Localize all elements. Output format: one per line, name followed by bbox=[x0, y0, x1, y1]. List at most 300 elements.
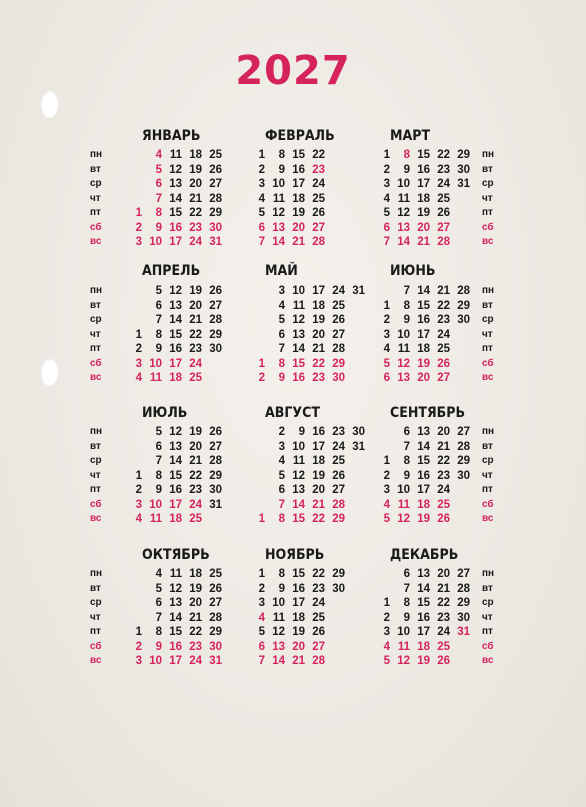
day-cell: 3 bbox=[258, 597, 265, 609]
weekday-row bbox=[122, 640, 222, 655]
month-title: ДЕКАБРЬ bbox=[390, 547, 459, 563]
weekday-label: вс bbox=[90, 236, 102, 247]
day-cell: 17 bbox=[312, 285, 325, 297]
day-cell: 5 bbox=[258, 207, 265, 219]
day-cell: 8 bbox=[278, 513, 285, 525]
weekday-row bbox=[245, 206, 325, 221]
weekday-label: вс bbox=[482, 513, 494, 524]
day-cell: 28 bbox=[332, 498, 345, 511]
day-cell: 2 bbox=[383, 469, 390, 482]
day-cell: 4 bbox=[383, 498, 390, 511]
day-cell: 18 bbox=[417, 343, 430, 355]
weekday-label: пн bbox=[90, 149, 103, 160]
day-cell: 25 bbox=[332, 299, 345, 312]
day-cell: 16 bbox=[417, 469, 430, 482]
day-cell: 24 bbox=[189, 357, 202, 370]
day-cell: 13 bbox=[169, 440, 182, 453]
weekday-label: ср bbox=[482, 597, 494, 608]
day-cell: 11 bbox=[292, 455, 305, 467]
weekday-row bbox=[370, 625, 470, 640]
day-cell: 1 bbox=[383, 149, 390, 161]
day-cell bbox=[245, 342, 265, 357]
day-cell: 26 bbox=[209, 426, 222, 438]
day-cell: 13 bbox=[169, 299, 182, 312]
weekday-label: пн bbox=[482, 568, 495, 579]
weekday-label: вс bbox=[90, 655, 102, 666]
day-cell bbox=[202, 371, 222, 386]
day-cell: 5 bbox=[155, 163, 162, 176]
day-cell bbox=[122, 567, 142, 582]
weekday-row bbox=[370, 313, 470, 328]
day-cell: 3 bbox=[278, 285, 285, 297]
day-cell: 2 bbox=[383, 163, 390, 176]
day-cell bbox=[122, 299, 142, 314]
day-cell: 6 bbox=[258, 640, 265, 653]
day-cell: 11 bbox=[169, 568, 182, 580]
day-cell: 13 bbox=[397, 372, 410, 384]
day-cell bbox=[245, 469, 265, 484]
day-cell: 6 bbox=[383, 221, 390, 234]
day-cell: 25 bbox=[312, 192, 325, 205]
day-cell bbox=[122, 454, 142, 469]
weekday-label: сб bbox=[90, 221, 102, 233]
day-cell: 18 bbox=[169, 372, 182, 384]
weekday-row bbox=[245, 483, 365, 498]
weekday-label: пн bbox=[90, 426, 103, 437]
month-title: СЕНТЯБРЬ bbox=[390, 405, 466, 421]
weekday-label: вт bbox=[90, 440, 101, 452]
weekday-row bbox=[122, 425, 222, 440]
day-cell bbox=[245, 440, 265, 455]
day-cell: 7 bbox=[155, 192, 162, 205]
day-cell: 27 bbox=[312, 221, 325, 234]
day-cell bbox=[450, 221, 470, 236]
month-grid bbox=[370, 567, 470, 669]
day-cell: 28 bbox=[312, 655, 325, 667]
day-cell: 20 bbox=[189, 597, 202, 609]
day-cell bbox=[345, 454, 365, 469]
day-cell: 20 bbox=[189, 178, 202, 190]
day-cell: 6 bbox=[155, 440, 162, 453]
weekday-row bbox=[370, 483, 470, 498]
day-cell bbox=[122, 611, 142, 626]
weekday-row bbox=[370, 596, 470, 611]
day-cell: 22 bbox=[189, 328, 202, 341]
weekday-label: вт bbox=[482, 163, 493, 175]
day-cell: 26 bbox=[209, 582, 222, 595]
weekday-label: пт bbox=[482, 484, 493, 495]
day-cell: 5 bbox=[278, 314, 285, 326]
day-cell bbox=[450, 483, 470, 498]
day-cell: 12 bbox=[397, 207, 410, 219]
day-cell: 30 bbox=[457, 469, 470, 482]
day-cell: 7 bbox=[155, 314, 162, 326]
day-cell: 24 bbox=[312, 597, 325, 609]
day-cell: 22 bbox=[312, 513, 325, 525]
day-cell: 22 bbox=[189, 207, 202, 219]
day-cell: 19 bbox=[417, 357, 430, 370]
month-grid bbox=[122, 567, 222, 669]
weekday-label: чт bbox=[90, 611, 101, 623]
weekday-row bbox=[245, 163, 325, 178]
day-cell: 1 bbox=[135, 328, 142, 341]
weekday-row bbox=[122, 284, 222, 299]
day-cell: 16 bbox=[292, 163, 305, 176]
day-cell: 10 bbox=[397, 328, 410, 341]
day-cell bbox=[245, 284, 265, 299]
day-cell bbox=[450, 371, 470, 386]
day-cell: 27 bbox=[457, 426, 470, 438]
day-cell: 19 bbox=[417, 513, 430, 525]
day-cell bbox=[450, 206, 470, 221]
weekday-label: пн bbox=[90, 285, 103, 296]
day-cell: 15 bbox=[417, 455, 430, 467]
day-cell: 23 bbox=[189, 343, 202, 355]
day-cell: 11 bbox=[292, 299, 305, 312]
weekday-label: вс bbox=[90, 372, 102, 383]
day-cell: 23 bbox=[312, 163, 325, 176]
weekday-label: ср bbox=[482, 314, 494, 325]
weekday-row bbox=[245, 177, 325, 192]
day-cell: 22 bbox=[312, 568, 325, 580]
day-cell: 19 bbox=[189, 285, 202, 297]
day-cell: 12 bbox=[169, 163, 182, 176]
weekday-row bbox=[122, 654, 222, 669]
day-cell: 24 bbox=[437, 328, 450, 341]
day-cell: 22 bbox=[189, 469, 202, 482]
weekday-label: пт bbox=[90, 484, 101, 495]
day-cell: 31 bbox=[457, 178, 470, 190]
day-cell: 13 bbox=[417, 568, 430, 580]
day-cell: 28 bbox=[457, 440, 470, 453]
weekday-row bbox=[370, 235, 470, 250]
day-cell: 11 bbox=[169, 149, 182, 161]
day-cell: 20 bbox=[292, 640, 305, 653]
weekday-row bbox=[245, 640, 345, 655]
day-cell: 28 bbox=[437, 236, 450, 248]
weekday-label: вт bbox=[90, 163, 101, 175]
day-cell: 16 bbox=[169, 640, 182, 653]
day-cell: 27 bbox=[312, 640, 325, 653]
day-cell: 28 bbox=[312, 236, 325, 248]
day-cell: 5 bbox=[155, 285, 162, 297]
weekday-row bbox=[122, 567, 222, 582]
day-cell: 21 bbox=[437, 285, 450, 297]
day-cell: 23 bbox=[437, 314, 450, 326]
weekday-row bbox=[370, 299, 470, 314]
day-cell bbox=[345, 342, 365, 357]
day-cell bbox=[450, 357, 470, 372]
day-cell bbox=[345, 512, 365, 527]
day-cell: 14 bbox=[169, 314, 182, 326]
day-cell bbox=[450, 235, 470, 250]
month-title: ФЕВРАЛЬ bbox=[265, 128, 335, 144]
day-cell: 16 bbox=[292, 582, 305, 595]
day-cell: 3 bbox=[278, 440, 285, 453]
day-cell: 3 bbox=[383, 178, 390, 190]
day-cell: 12 bbox=[397, 655, 410, 667]
day-cell: 3 bbox=[383, 484, 390, 496]
day-cell bbox=[450, 640, 470, 655]
day-cell: 16 bbox=[292, 372, 305, 384]
day-cell: 8 bbox=[278, 357, 285, 370]
day-cell: 7 bbox=[258, 236, 265, 248]
day-cell bbox=[450, 192, 470, 207]
day-cell: 29 bbox=[209, 626, 222, 638]
weekday-row bbox=[122, 357, 222, 372]
day-cell: 13 bbox=[272, 640, 285, 653]
weekday-label: чт bbox=[482, 192, 493, 204]
month-title: ИЮНЬ bbox=[390, 263, 436, 279]
day-cell: 9 bbox=[155, 484, 162, 496]
day-cell: 16 bbox=[169, 221, 182, 234]
day-cell bbox=[370, 582, 390, 597]
day-cell: 17 bbox=[169, 357, 182, 370]
weekday-row bbox=[122, 625, 222, 640]
day-cell: 3 bbox=[135, 357, 142, 370]
month-grid bbox=[370, 148, 470, 250]
weekday-row bbox=[245, 235, 325, 250]
day-cell: 27 bbox=[209, 299, 222, 312]
weekday-label: вт bbox=[482, 299, 493, 311]
weekday-row bbox=[245, 625, 345, 640]
weekday-label: пт bbox=[482, 626, 493, 637]
weekday-row bbox=[122, 163, 222, 178]
day-cell: 24 bbox=[312, 178, 325, 190]
day-cell: 31 bbox=[209, 236, 222, 248]
month-grid bbox=[122, 148, 222, 250]
day-cell bbox=[245, 454, 265, 469]
day-cell: 26 bbox=[437, 207, 450, 219]
day-cell: 5 bbox=[258, 626, 265, 638]
day-cell: 7 bbox=[403, 582, 410, 595]
weekday-label: вт bbox=[90, 582, 101, 594]
day-cell: 24 bbox=[437, 626, 450, 638]
day-cell: 6 bbox=[278, 484, 285, 496]
day-cell: 25 bbox=[189, 513, 202, 525]
weekday-row bbox=[245, 328, 365, 343]
day-cell: 8 bbox=[155, 328, 162, 341]
weekday-row bbox=[370, 425, 470, 440]
day-cell bbox=[122, 440, 142, 455]
day-cell: 19 bbox=[189, 426, 202, 438]
day-cell: 21 bbox=[189, 192, 202, 205]
day-cell: 26 bbox=[437, 655, 450, 667]
day-cell: 8 bbox=[155, 207, 162, 219]
day-cell: 14 bbox=[397, 236, 410, 248]
day-cell: 3 bbox=[258, 178, 265, 190]
day-cell: 29 bbox=[332, 513, 345, 525]
weekday-row bbox=[245, 611, 345, 626]
weekday-label: сб bbox=[90, 498, 102, 510]
day-cell: 12 bbox=[169, 426, 182, 438]
day-cell: 16 bbox=[417, 611, 430, 624]
weekday-label: пт bbox=[90, 626, 101, 637]
day-cell: 24 bbox=[437, 484, 450, 496]
day-cell: 10 bbox=[149, 236, 162, 248]
day-cell: 12 bbox=[272, 207, 285, 219]
day-cell: 2 bbox=[135, 221, 142, 234]
month-grid bbox=[370, 284, 470, 386]
month-grid bbox=[245, 148, 325, 250]
day-cell: 16 bbox=[312, 426, 325, 438]
day-cell: 15 bbox=[417, 597, 430, 609]
day-cell: 8 bbox=[403, 597, 410, 609]
day-cell: 19 bbox=[189, 582, 202, 595]
day-cell: 3 bbox=[383, 328, 390, 341]
day-cell: 10 bbox=[397, 626, 410, 638]
day-cell: 28 bbox=[209, 455, 222, 467]
day-cell: 10 bbox=[292, 440, 305, 453]
month-title: МАРТ bbox=[390, 128, 431, 144]
day-cell: 18 bbox=[417, 192, 430, 205]
day-cell: 20 bbox=[437, 568, 450, 580]
day-cell bbox=[370, 567, 390, 582]
day-cell: 12 bbox=[292, 469, 305, 482]
weekday-row bbox=[370, 357, 470, 372]
day-cell: 15 bbox=[417, 149, 430, 161]
weekday-row bbox=[122, 206, 222, 221]
day-cell: 13 bbox=[169, 597, 182, 609]
day-cell: 30 bbox=[457, 163, 470, 176]
weekday-label: пн bbox=[482, 149, 495, 160]
day-cell: 7 bbox=[403, 440, 410, 453]
day-cell: 15 bbox=[169, 626, 182, 638]
day-cell: 14 bbox=[169, 455, 182, 467]
day-cell: 28 bbox=[332, 343, 345, 355]
day-cell: 13 bbox=[292, 484, 305, 496]
weekday-row bbox=[245, 313, 365, 328]
day-cell bbox=[370, 284, 390, 299]
weekday-row bbox=[370, 371, 470, 386]
month-title: АПРЕЛЬ bbox=[142, 263, 201, 279]
day-cell bbox=[325, 654, 345, 669]
day-cell: 4 bbox=[258, 611, 265, 624]
day-cell: 7 bbox=[403, 285, 410, 297]
weekday-row bbox=[370, 328, 470, 343]
day-cell: 19 bbox=[312, 469, 325, 482]
day-cell: 14 bbox=[292, 343, 305, 355]
weekday-row bbox=[122, 177, 222, 192]
weekday-label: сб bbox=[90, 357, 102, 369]
day-cell: 1 bbox=[258, 568, 265, 580]
day-cell: 8 bbox=[403, 149, 410, 161]
day-cell bbox=[245, 313, 265, 328]
day-cell: 22 bbox=[312, 357, 325, 370]
day-cell: 29 bbox=[332, 568, 345, 580]
day-cell: 10 bbox=[149, 357, 162, 370]
day-cell: 24 bbox=[189, 655, 202, 667]
day-cell: 14 bbox=[272, 655, 285, 667]
day-cell: 8 bbox=[403, 299, 410, 312]
day-cell: 6 bbox=[155, 178, 162, 190]
day-cell: 18 bbox=[292, 611, 305, 624]
day-cell: 25 bbox=[437, 498, 450, 511]
day-cell bbox=[345, 299, 365, 314]
day-cell: 21 bbox=[312, 343, 325, 355]
day-cell: 13 bbox=[272, 221, 285, 234]
day-cell: 19 bbox=[292, 626, 305, 638]
day-cell: 30 bbox=[457, 314, 470, 326]
weekday-label: пн bbox=[90, 568, 103, 579]
weekday-row bbox=[370, 284, 470, 299]
day-cell: 31 bbox=[209, 498, 222, 511]
month-title: ОКТЯБРЬ bbox=[142, 547, 210, 563]
day-cell: 17 bbox=[292, 178, 305, 190]
day-cell: 28 bbox=[457, 285, 470, 297]
weekday-label: чт bbox=[482, 611, 493, 623]
day-cell: 13 bbox=[292, 328, 305, 341]
weekday-label: вт bbox=[482, 582, 493, 594]
day-cell: 1 bbox=[135, 207, 142, 219]
weekday-row bbox=[370, 498, 470, 513]
day-cell: 8 bbox=[155, 626, 162, 638]
day-cell bbox=[325, 611, 345, 626]
day-cell: 17 bbox=[169, 655, 182, 667]
day-cell: 27 bbox=[437, 221, 450, 234]
day-cell bbox=[345, 357, 365, 372]
weekday-label: ср bbox=[90, 314, 102, 325]
day-cell: 27 bbox=[332, 484, 345, 496]
month-title: ЯНВАРЬ bbox=[142, 128, 201, 144]
day-cell: 19 bbox=[312, 314, 325, 326]
weekday-row bbox=[122, 483, 222, 498]
day-cell: 13 bbox=[397, 221, 410, 234]
month-grid bbox=[245, 425, 365, 527]
month-grid bbox=[245, 567, 345, 669]
weekday-label: вс bbox=[482, 236, 494, 247]
day-cell: 27 bbox=[209, 597, 222, 609]
day-cell: 25 bbox=[437, 640, 450, 653]
weekday-row bbox=[245, 567, 345, 582]
day-cell: 15 bbox=[292, 513, 305, 525]
day-cell: 6 bbox=[383, 372, 390, 384]
day-cell: 15 bbox=[169, 207, 182, 219]
day-cell: 15 bbox=[292, 149, 305, 161]
day-cell: 14 bbox=[272, 236, 285, 248]
day-cell bbox=[122, 596, 142, 611]
day-cell: 27 bbox=[457, 568, 470, 580]
weekday-row bbox=[370, 440, 470, 455]
day-cell: 17 bbox=[417, 626, 430, 638]
day-cell: 12 bbox=[397, 513, 410, 525]
weekday-label: сб bbox=[90, 640, 102, 652]
day-cell: 14 bbox=[417, 440, 430, 453]
day-cell: 19 bbox=[189, 163, 202, 176]
weekday-row bbox=[122, 342, 222, 357]
day-cell: 6 bbox=[403, 568, 410, 580]
day-cell: 23 bbox=[312, 372, 325, 384]
day-cell: 16 bbox=[169, 484, 182, 496]
day-cell: 15 bbox=[169, 328, 182, 341]
day-cell: 16 bbox=[417, 314, 430, 326]
day-cell: 3 bbox=[383, 626, 390, 638]
weekday-row bbox=[370, 148, 470, 163]
day-cell bbox=[450, 498, 470, 513]
weekday-row bbox=[122, 313, 222, 328]
day-cell: 12 bbox=[292, 314, 305, 326]
day-cell bbox=[202, 357, 222, 372]
day-cell: 23 bbox=[437, 469, 450, 482]
month-title: МАЙ bbox=[265, 263, 298, 279]
day-cell bbox=[450, 654, 470, 669]
weekday-row bbox=[370, 654, 470, 669]
day-cell bbox=[345, 328, 365, 343]
weekday-label: ср bbox=[90, 178, 102, 189]
day-cell bbox=[245, 299, 265, 314]
day-cell: 2 bbox=[278, 426, 285, 438]
day-cell bbox=[245, 483, 265, 498]
